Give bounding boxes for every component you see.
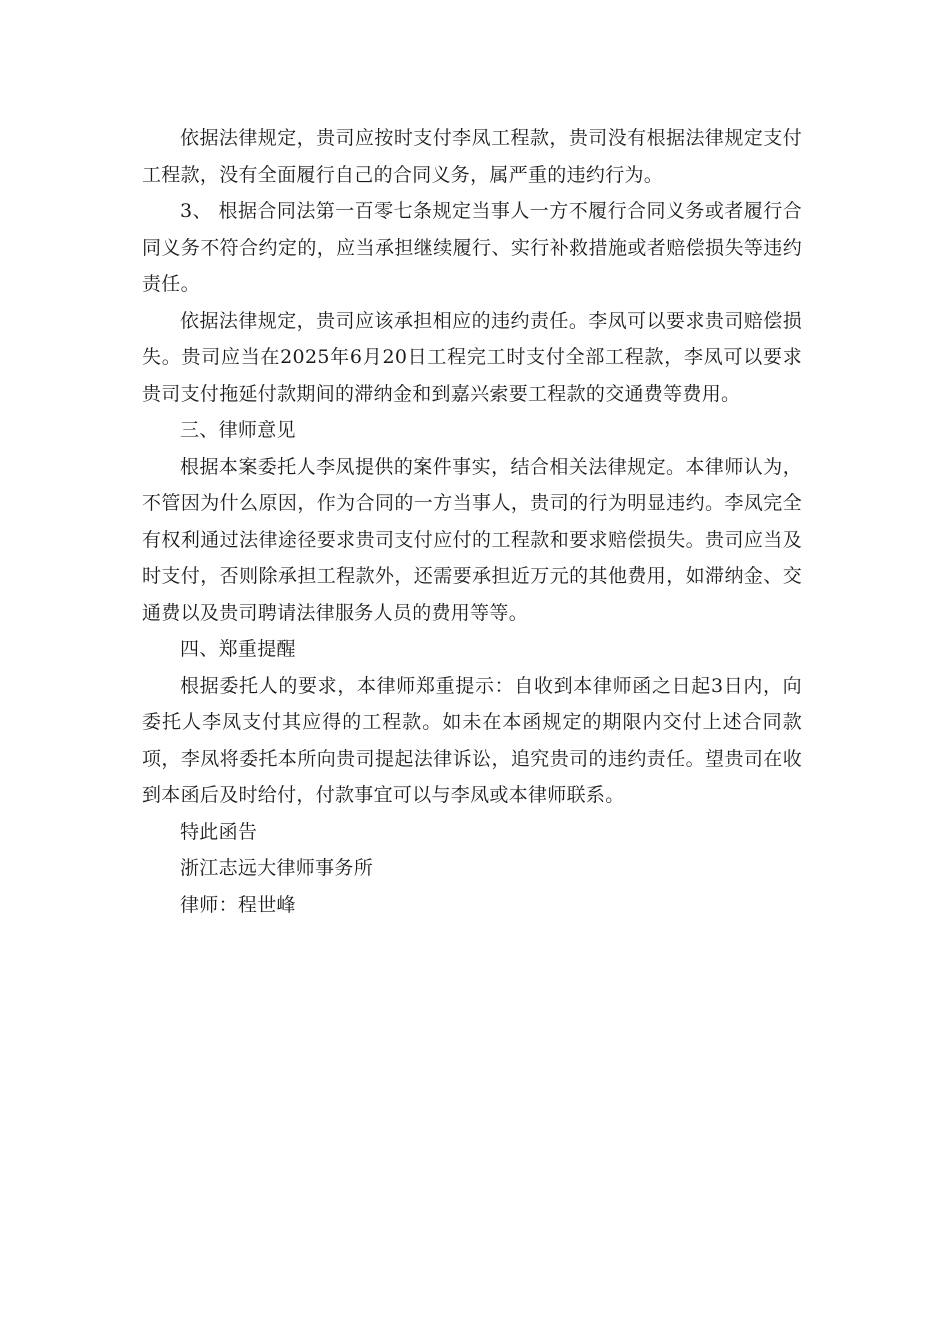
paragraph-contract-law-107: 3、 根据合同法第一百零七条规定当事人一方不履行合同义务或者履行合同义务不符合约定的，应当承担继续履行、实行补救措施或者赔偿损失等违约责任。 <box>142 200 802 295</box>
closing-line: 特此函告 <box>180 820 258 843</box>
paragraph-liability: 依据法律规定，贵司应该承担相应的违约责任。李凤可以要求贵司赔偿损失。贵司应当在2025年6月20日工程完工时支付全部工程款，李凤可以要求贵司支付拖延付款期间的滞纳金和到嘉兴索要工程款的交通费等费用。 <box>142 309 802 405</box>
section-heading-lawyer-opinion: 三、律师意见 <box>180 419 296 441</box>
paragraph-solemn-reminder: 根据委托人的要求，本律师郑重提示：自收到本律师函之日起3日内，向委托人李凤支付其应得的工程款。如未在本函规定的期限内交付上述合同款项，李凤将委托本所向贵司提起法律诉讼，追究贵司的违约责任。望贵司在收到本函后及时给付，付款事宜可以与李凤或本律师联系。 <box>142 674 802 806</box>
section-heading-solemn-reminder: 四、郑重提醒 <box>180 638 296 660</box>
lawyer-signature: 律师：程世峰 <box>180 893 296 916</box>
law-firm-name: 浙江志远大律师事务所 <box>180 857 374 879</box>
document-body <box>142 120 802 923</box>
paragraph-payment-obligation: 依据法律规定，贵司应按时支付李凤工程款，贵司没有根据法律规定支付工程款，没有全面履行自己的合同义务，属严重的违约行为。 <box>142 127 802 186</box>
paragraph-lawyer-opinion: 根据本案委托人李凤提供的案件事实，结合相关法律规定。本律师认为，不管因为什么原因，作为合同的一方当事人，贵司的行为明显违约。李凤完全有权利通过法律途径要求贵司支付应付的工程款和要求赔偿损失。贵司应当及时支付，否则除承担工程款外，还需要承担近万元的其他费用，如滞纳金、交通费以及贵司聘请法律服务人员的费用等等。 <box>142 455 802 624</box>
